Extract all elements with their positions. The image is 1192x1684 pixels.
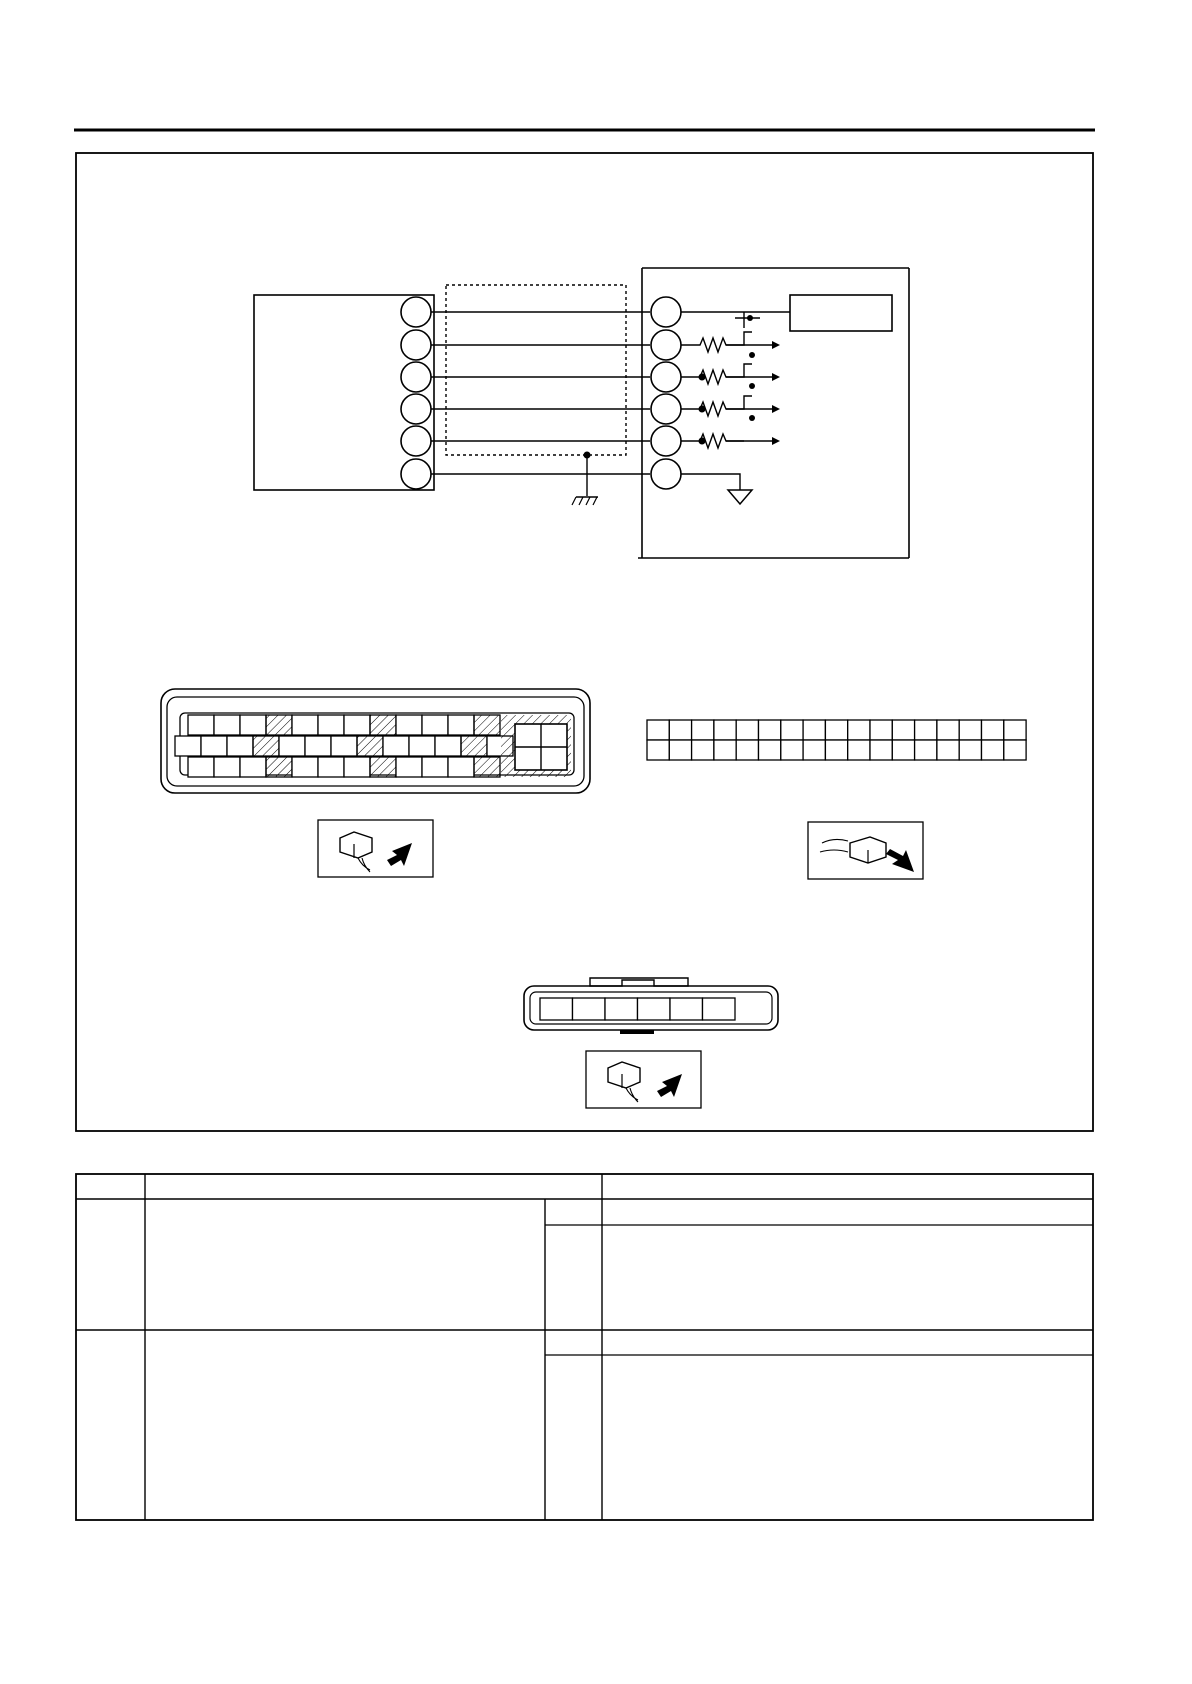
connector-b-cavity [982,720,1004,740]
connector-b-cavity [692,720,714,740]
connector-a-top-cavity [214,715,240,735]
connector-c-cavities [540,998,735,1020]
signal-ground-icon [728,490,752,504]
left-pin-5 [401,426,431,456]
right-pin-6 [651,459,681,489]
connector-a-lock [515,724,567,770]
connector-b-cavity [714,740,736,760]
connector-c-cavity [573,998,606,1020]
connector-b-cavity [848,720,870,740]
connector-a-mid-cavity [227,736,253,756]
connector-c-cavity [670,998,703,1020]
wire-bundle [431,312,650,474]
right-pin-4 [651,394,681,424]
connector-a-top-cavity [318,715,344,735]
connector-a-bottom-cavity [318,757,344,777]
connector-a-mid-cavity [461,736,487,756]
shield-ground-icon [572,452,598,506]
connector-a-mid-cavity [383,736,409,756]
left-pin-2 [401,330,431,360]
connector-a [161,689,590,793]
connector-b-cavity [803,720,825,740]
connector-a-top-cavity [292,715,318,735]
connector-b-cavity [781,720,803,740]
connector-b-cavity [647,740,669,760]
right-pin-2 [651,330,681,360]
connector-b-cavity [870,740,892,760]
connector-a-top-cavity [474,715,500,735]
connector-a-cavities [175,715,571,777]
connector-a-mid-cavity [305,736,331,756]
connector-a-bottom-cavity [214,757,240,777]
connector-b-cavity [915,740,937,760]
connector-b-cavity [892,740,914,760]
left-pin-1 [401,297,431,327]
connector-a-mid-cavity [201,736,227,756]
left-pin-3 [401,362,431,392]
connector-a-mid-cavity [175,736,201,756]
connector-b-cavity [870,720,892,740]
connector-b-cavity [736,740,758,760]
connector-a-top-cavity [266,715,292,735]
connector-a-mid-cavity [409,736,435,756]
connector-a-bottom-cavity [422,757,448,777]
connector-a-bottom-cavity [292,757,318,777]
connector-a-view-icon [318,820,433,877]
connector-a-bottom-cavity [396,757,422,777]
diagnostic-table [76,1174,1093,1520]
connector-c-cavity [605,998,638,1020]
connector-b-cavity [669,740,691,760]
right-pin-3 [651,362,681,392]
connector-b-cavity [959,740,981,760]
left-pin-6 [401,459,431,489]
connector-b-cavity [915,720,937,740]
connector-c-cavity [703,998,736,1020]
connector-b-grid [647,720,1026,760]
connector-a-bottom-cavity [448,757,474,777]
connector-b-cavity [1004,720,1026,740]
connector-b-cavity [759,720,781,740]
connector-b-cavity [937,720,959,740]
connector-c-cavity [540,998,573,1020]
connector-b-cavity [892,720,914,740]
connector-a-mid-cavity [253,736,279,756]
right-pin-column [651,297,681,489]
connector-a-mid-cavity [357,736,383,756]
connector-a-mid-cavity [331,736,357,756]
connector-b-view-icon [808,822,923,879]
connector-a-bottom-cavity [370,757,396,777]
connector-b-cavity [736,720,758,740]
connector-b-cavity [647,720,669,740]
connector-a-bottom-cavity [266,757,292,777]
connector-c [524,978,778,1034]
connector-b-cavity [803,740,825,760]
connector-b-cavity [959,720,981,740]
resistor-network [681,332,780,448]
connector-c-view-icon [586,1051,701,1108]
connector-a-top-cavity [396,715,422,735]
right-pin-1 [651,297,681,327]
connector-c-cavity [638,998,671,1020]
connector-b-cavity [825,720,847,740]
connector-b-cavity [781,740,803,760]
connector-a-top-cavity [240,715,266,735]
connector-b-cavity [1004,740,1026,760]
connector-a-top-cavity [422,715,448,735]
connector-a-mid-cavity [279,736,305,756]
connector-a-bottom-cavity [188,757,214,777]
connector-a-mid-cavity [435,736,461,756]
connector-b-cavity [759,740,781,760]
connector-a-top-cavity [370,715,396,735]
left-pin-column [401,297,431,489]
wiring-schematic [254,268,909,558]
connector-a-top-cavity [188,715,214,735]
connector-a-bottom-cavity [240,757,266,777]
right-pin-5 [651,426,681,456]
internal-ic-block [790,295,892,331]
connector-a-top-cavity [344,715,370,735]
connector-a-bottom-cavity [474,757,500,777]
left-pin-4 [401,394,431,424]
connector-b-cavity [848,740,870,760]
internal-circuit [681,295,892,504]
connector-a-top-cavity [448,715,474,735]
connector-b-cavity [714,720,736,740]
connector-b-cavity [825,740,847,760]
connector-b-cavity [982,740,1004,760]
connector-b-cavity [692,740,714,760]
diagram-frame [76,153,1093,1131]
connector-b-cavity [937,740,959,760]
shield-outline [446,285,626,455]
connector-b-cavity [669,720,691,740]
connector-a-bottom-cavity [344,757,370,777]
